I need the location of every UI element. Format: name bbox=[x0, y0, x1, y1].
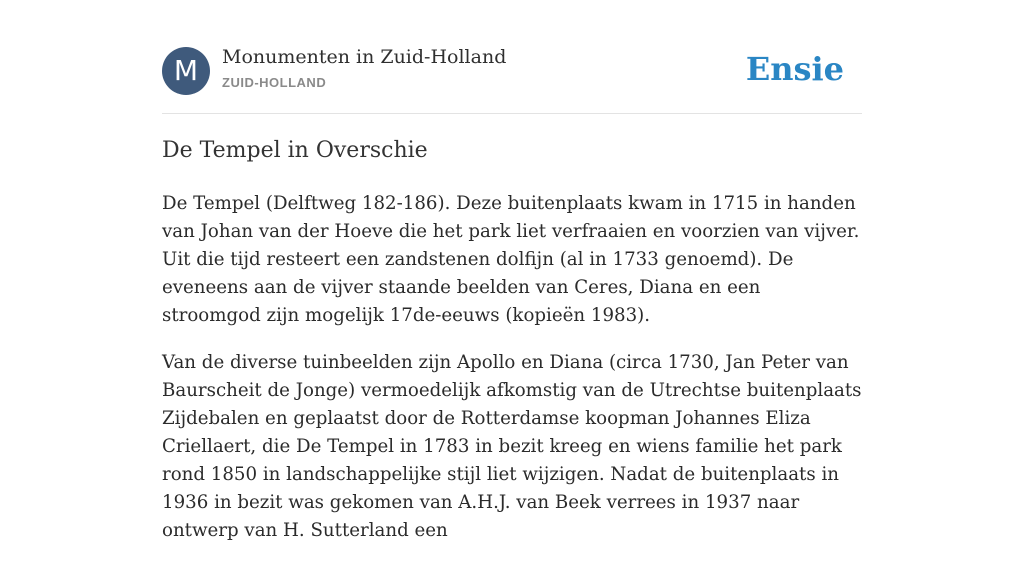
header-divider bbox=[162, 113, 862, 114]
article-paragraph-1: De Tempel (Delftweg 182-186). Deze buitenplaats kwam in 1715 in handen van Johan van der Hoeve die het park liet verfraaien en voorzien van vijver. Uit die tijd resteert een zandstenen dolfijn (al in 1733 genoemd). De eveneens aan de vijver staande beelden van Ceres, Diana en een stroomgod zijn mogelijk 17de-eeuws (kopieën 1983). bbox=[162, 193, 860, 326]
article-title: De Tempel in Overschie bbox=[162, 138, 428, 163]
site-subtitle: ZUID-HOLLAND bbox=[222, 75, 327, 90]
article-paragraph-2: Van de diverse tuinbeelden zijn Apollo en Diana (circa 1730, Jan Peter van Baurscheit de Jonge) vermoedelijk afkomstig van de Utrechtse buitenplaats Zijdebalen en geplaatst door de Rotterdamse koopman Johannes Eliza Criellaert, die De Tempel in 1783 in bezit kreeg en wiens familie het park rond 1850 in landschappelijke stijl liet wijzigen. Nadat de buitenplaats in 1936 in bezit was gekomen van A.H.J. van Beek verrees in 1937 naar ontwerp van H. Sutterland een bbox=[162, 352, 862, 541]
article-body bbox=[162, 190, 862, 564]
site-name-link[interactable]: Monumenten in Zuid-Holland bbox=[222, 46, 507, 68]
site-header bbox=[162, 46, 862, 96]
avatar[interactable]: M bbox=[162, 47, 210, 95]
brand-logo[interactable]: Ensie bbox=[745, 50, 844, 88]
